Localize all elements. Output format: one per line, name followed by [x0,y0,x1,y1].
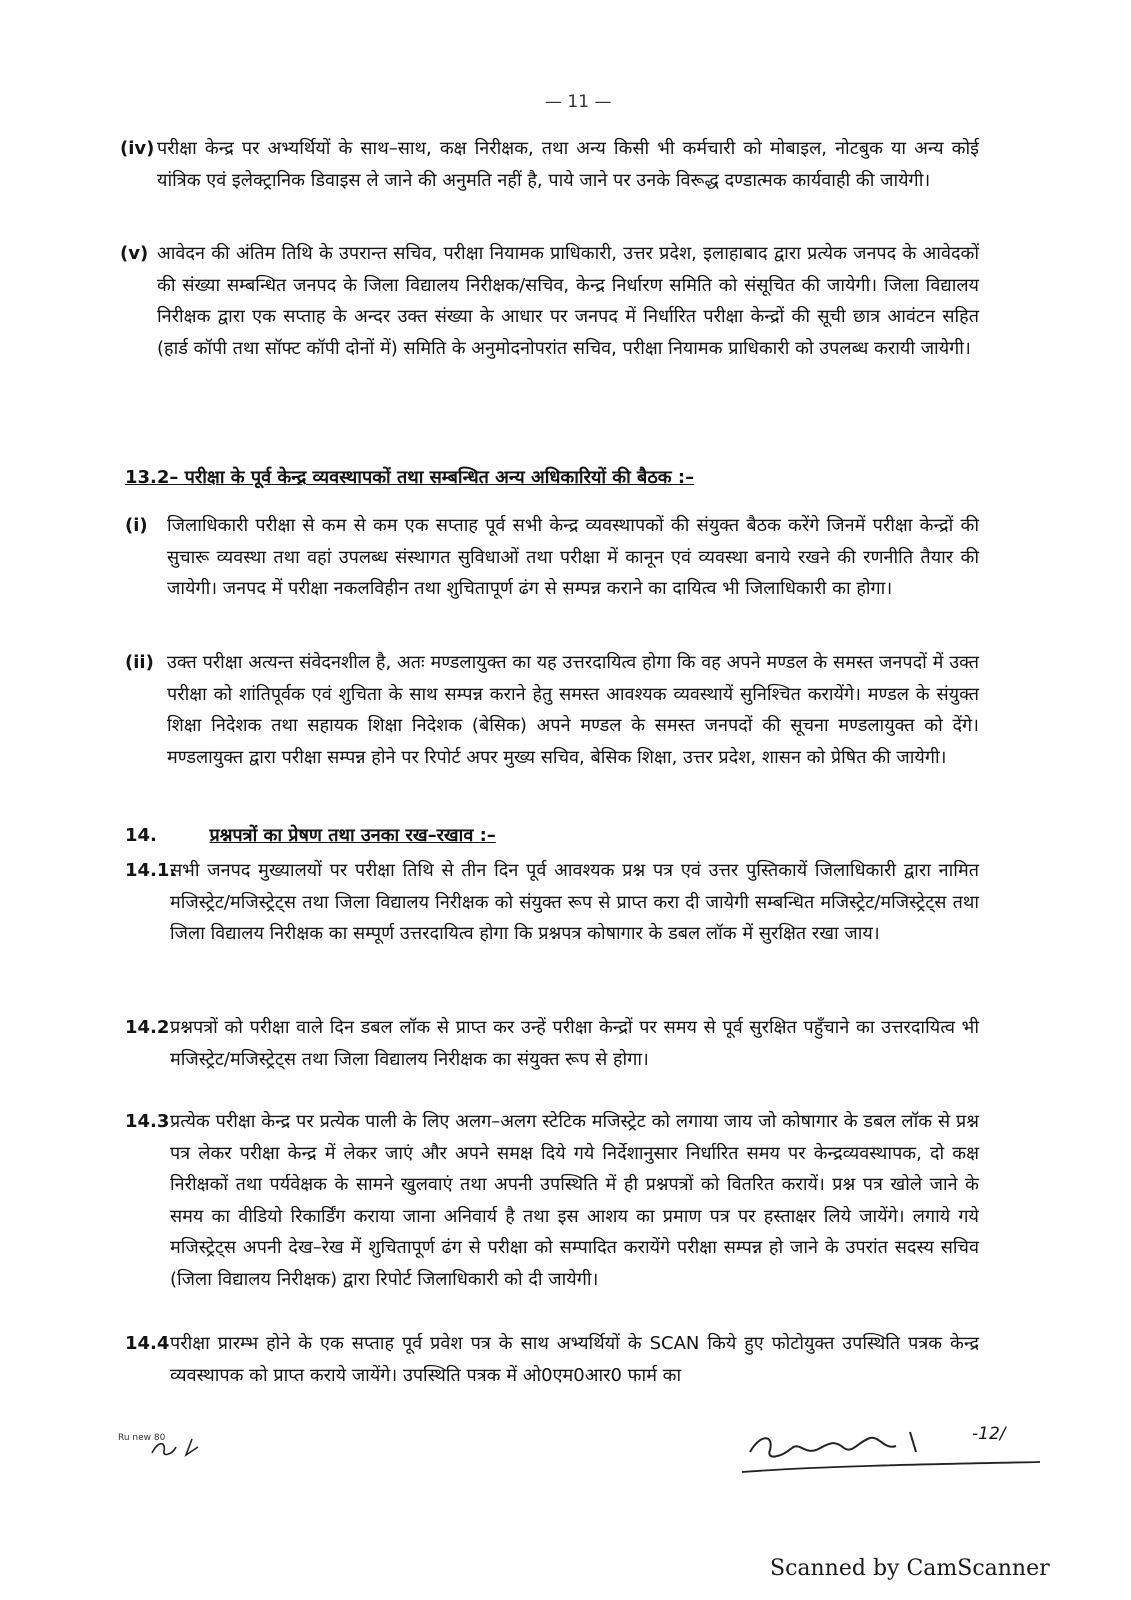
paragraph-text: परीक्षा केन्द्र पर अभ्यर्थियों के साथ–साथ, कक्ष निरीक्षक, तथा अन्य किसी भी कर्मचारी को मोबाइल, नोटबुक या अन्य कोई यांत्रिक एवं इलेक्ट्रानिक डिवाइस ले जाने की अनुमति नहीं है, पाये जाने पर उनके विरूद्ध दण्डात्मक कार्यवाही की जायेगी। [157,138,979,191]
page-number: — 11 — [545,92,612,112]
paragraph-text: जिलाधिकारी परीक्षा से कम से कम एक सप्ताह पूर्व सभी केन्द्र व्यवस्थापकों की संयुक्त बैठक करेंगे जिनमें परीक्षा केन्द्रों की सुचारू व्यवस्था तथा वहां उपलब्ध संस्थागत सुविधाओं तथा परीक्षा में कानून एवं व्यवस्था बनाये रखने की रणनीति तैयार की जायेगी। जनपद में परीक्षा नकलविहीन तथा शुचितापूर्ण ढंग से सम्पन्न कराने का दायित्व भी जिलाधिकारी का होगा। [167,515,979,599]
paragraph-number: (i) [125,515,148,536]
paragraph-number: 14.4 [125,1333,170,1354]
handwritten-note: Ru new 80 [118,1433,165,1443]
paragraph-number: 14.2 [125,1017,170,1038]
paragraph-text: प्रत्येक परीक्षा केन्द्र पर प्रत्येक पाली के लिए अलग–अलग स्टेटिक मजिस्ट्रेट को लगाया जाय जो कोषागार के डबल लॉक से प्रश्न पत्र लेकर परीक्षा केन्द्र में लेकर जाएं और अपने समक्ष दिये गये निर्देशानुसार निर्धारित समय पर केन्द्रव्यवस्थापक, दो कक्ष निरीक्षकों तथा पर्यवेक्षक के सामने खुलवाएं तथा अपनी उपस्थिति में ही प्रश्नपत्रों को वितरित करायें। प्रश्न पत्र खोले जाने के समय का वीडियो रिकार्डिंग कराया जाना अनिवार्य है तथा इस आशय का प्रमाण पत्र पर हस्ताक्षर लिये जायेंगे। लगाये गये मजिस्ट्रेट्स अपनी देख–रेख में शुचितापूर्ण ढंग से परीक्षा को सम्पादित करायेंगे परीक्षा सम्पन्न हो जाने के उपरांत सदस्य सचिव (जिला विद्यालय निरीक्षक) द्वारा रिपोर्ट जिलाधिकारी को दी जायेगी। [170,1111,979,1290]
section-heading-14 [125,823,496,847]
paragraph-number: 14.1. [125,860,177,881]
paragraph-v [120,238,979,364]
paragraph-i [125,510,979,605]
paragraph-number: (ii) [125,652,154,673]
paragraph-14-3 [125,1106,979,1295]
paragraph-number: 14.3 [125,1111,170,1132]
paragraph-number: (iv) [120,138,155,159]
initials-mark [148,1435,208,1461]
paragraph-iv [120,133,979,196]
paragraph-14-1 [125,855,979,950]
paragraph-number: (v) [120,243,149,264]
paragraph-text: आवेदन की अंतिम तिथि के उपरान्त सचिव, परीक्षा नियामक प्राधिकारी, उत्तर प्रदेश, इलाहाबाद द्वारा प्रत्येक जनपद के आवेदकों की संख्या सम्बन्धित जनपद के जिला विद्यालय निरीक्षक/सचिव, केन्द्र निर्धारण समिति को संसूचित की जायेगी। जिला विद्यालय निरीक्षक द्वारा एक सप्ताह के अन्दर उक्त संख्या के आधार पर जनपद में निर्धारित परीक्षा केन्द्रों की सूची छात्र आवंटन सहित (हार्ड कॉपी तथा सॉफ्ट कॉपी दोनों में) समिति के अनुमोदनोपरांत सचिव, परीक्षा नियामक प्राधिकारी को उपलब्ध करायी जायेगी। [157,243,979,359]
paragraph-ii [125,647,979,773]
section-number: 14. [125,825,157,846]
page-reference: -12/ [972,1424,1006,1444]
paragraph-text: प्रश्नपत्रों को परीक्षा वाले दिन डबल लॉक से प्राप्त कर उन्हें परीक्षा केन्द्रों पर समय से पूर्व सुरक्षित पहुँचाने का उत्तरदायित्व भी मजिस्ट्रेट/मजिस्ट्रेट्स तथा जिला विद्यालय निरीक्षक का संयुक्त रूप से होगा। [170,1017,979,1070]
paragraph-14-2 [125,1012,979,1075]
paragraph-text: परीक्षा प्रारम्भ होने के एक सप्ताह पूर्व प्रवेश पत्र के साथ अभ्यर्थियों के SCAN किये हुए फोटोयुक्त उपस्थिति पत्रक केन्द्र व्यवस्थापक को प्राप्त कराये जायेंगे। उपस्थिति पत्रक में ओ0एम0आर0 फार्म का [170,1333,979,1386]
paragraph-text: सभी जनपद मुख्यालयों पर परीक्षा तिथि से तीन दिन पूर्व आवश्यक प्रश्न पत्र एवं उत्तर पुस्तिकायें जिलाधिकारी द्वारा नामित मजिस्ट्रेट/मजिस्ट्रेट्स तथा जिला विद्यालय निरीक्षक को संयुक्त रूप से प्राप्त करा दी जायेगी सम्बन्धित मजिस्ट्रेट/मजिस्ट्रेट्स तथा जिला विद्यालय निरीक्षक का सम्पूर्ण उत्तरदायित्व होगा कि प्रश्नपत्र कोषागार के डबल लॉक में सुरक्षित रखा जाय। [170,860,979,944]
section-heading-13-2: 13.2– परीक्षा के पूर्व केन्द्र व्यवस्थापकों तथा सम्बन्धित अन्य अधिकारियों की बैठक :– [125,467,695,488]
paragraph-14-4 [125,1328,979,1391]
scanner-watermark: Scanned by CamScanner [770,1556,1050,1581]
section-title: प्रश्नपत्रों का प्रेषण तथा उनका रख–रखाव :– [209,825,496,846]
signature [740,1424,1040,1488]
paragraph-text: उक्त परीक्षा अत्यन्त संवेदनशील है, अतः मण्डलायुक्त का यह उत्तरदायित्व होगा कि वह अपने मण्डल के समस्त जनपदों में उक्त परीक्षा को शांतिपूर्वक एवं शुचिता के साथ सम्पन्न कराने हेतु समस्त आवश्यक व्यवस्थायें सुनिश्चित करायेंगे। मण्डल के संयुक्त शिक्षा निदेशक तथा सहायक शिक्षा निदेशक (बेसिक) अपने मण्डल के समस्त जनपदों की सूचना मण्डलायुक्त को देंगे। मण्डलायुक्त द्वारा परीक्षा सम्पन्न होने पर रिपोर्ट अपर मुख्य सचिव, बेसिक शिक्षा, उत्तर प्रदेश, शासन को प्रेषित की जायेगी। [167,652,979,768]
